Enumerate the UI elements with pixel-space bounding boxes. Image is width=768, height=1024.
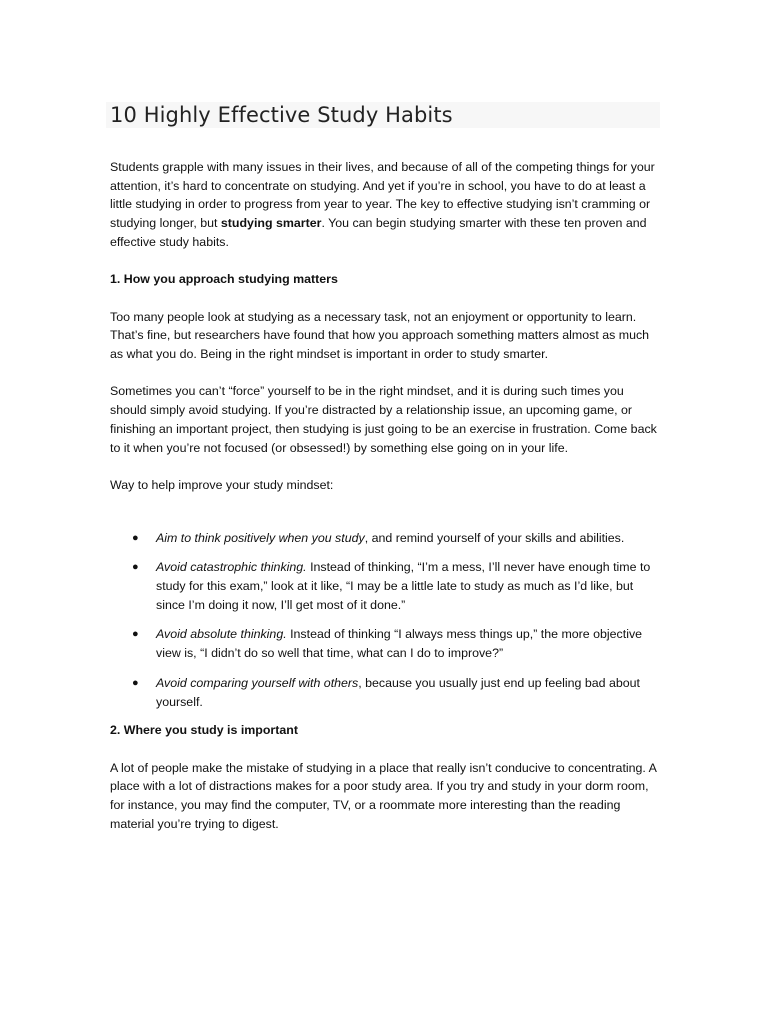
bullet-icon: ● xyxy=(132,628,139,641)
list-item xyxy=(110,529,662,548)
tip-text: , and remind yourself of your skills and abilities. xyxy=(364,530,625,545)
tip-text: , because you usually just end up feeling bad about yourself. xyxy=(156,675,640,709)
mindset-list-intro: Way to help improve your study mindset: xyxy=(110,477,334,492)
tip-italic-lead: Avoid absolute thinking. xyxy=(156,627,287,642)
bullet-icon: ● xyxy=(132,676,139,689)
location-paragraph-1: A lot of people make the mistake of studying in a place that really isn’t conducive to concentrating. A place with a lot of distractions makes for a poor study area. If you try and study in your dorm room, for instance, you may find the computer, TV, or a roommate more interesting than the reading material you’re trying to digest. xyxy=(110,760,657,831)
intro-text-start: Students grapple with many issues in their lives, and because of all of the competing things for your attention, it’s hard to concentrate on studying. And yet if you’re in school, you have to do at least a little studying in order to progress from year to year. The key to effective studying isn’t cramming or studying longer, but xyxy=(110,160,655,231)
list-item xyxy=(110,625,662,662)
approach-paragraph-2: Sometimes you can’t “force” yourself to be in the right mindset, and it is during such times you should simply avoid studying. If you’re distracted by a relationship issue, an upcoming game, or finishing an important project, then studying is just going to be an exercise in frustration. Come back to it when you’re not focused (or obsessed!) by something else going on in your life. xyxy=(110,384,657,455)
tip-text: Instead of thinking, “I’m a mess, I’ll never have enough time to study for this exam,” look at it like, “I may be a little late to study as much as I’d like, but since I’m doing it now, I’ll get most of it done.” xyxy=(156,560,651,612)
intro-paragraph xyxy=(110,158,662,252)
bullet-icon: ● xyxy=(132,531,139,544)
list-spacer xyxy=(110,495,662,529)
tip-italic-lead: Avoid catastrophic thinking. xyxy=(156,560,307,575)
tip-italic-lead: Avoid comparing yourself with others xyxy=(156,675,359,690)
list-item xyxy=(110,674,662,711)
section-heading-approach: 1. How you approach studying matters xyxy=(110,272,338,287)
mindset-tips-list xyxy=(110,529,662,712)
list-item xyxy=(110,558,662,614)
intro-bold-phrase: studying smarter xyxy=(220,216,322,231)
intro-text-end: . You can begin studying smarter with these ten proven and effective study habits. xyxy=(110,216,647,249)
document-title: 10 Highly Effective Study Habits xyxy=(110,103,453,127)
tip-italic-lead: Aim to think positively when you study xyxy=(156,530,365,545)
tip-text: Instead of thinking “I always mess things up,” the more objective view is, “I didn’t do so well that time, what can I do to improve?” xyxy=(156,627,643,661)
section-heading-location: 2. Where you study is important xyxy=(110,723,298,738)
document-body xyxy=(110,158,662,852)
bullet-icon: ● xyxy=(132,561,139,574)
approach-paragraph-1: Too many people look at studying as a necessary task, not an enjoyment or opportunity to learn. That’s fine, but researchers have found that how you approach something matters almost as much as what you do. Being in the right mindset is important in order to study smarter. xyxy=(110,309,650,361)
